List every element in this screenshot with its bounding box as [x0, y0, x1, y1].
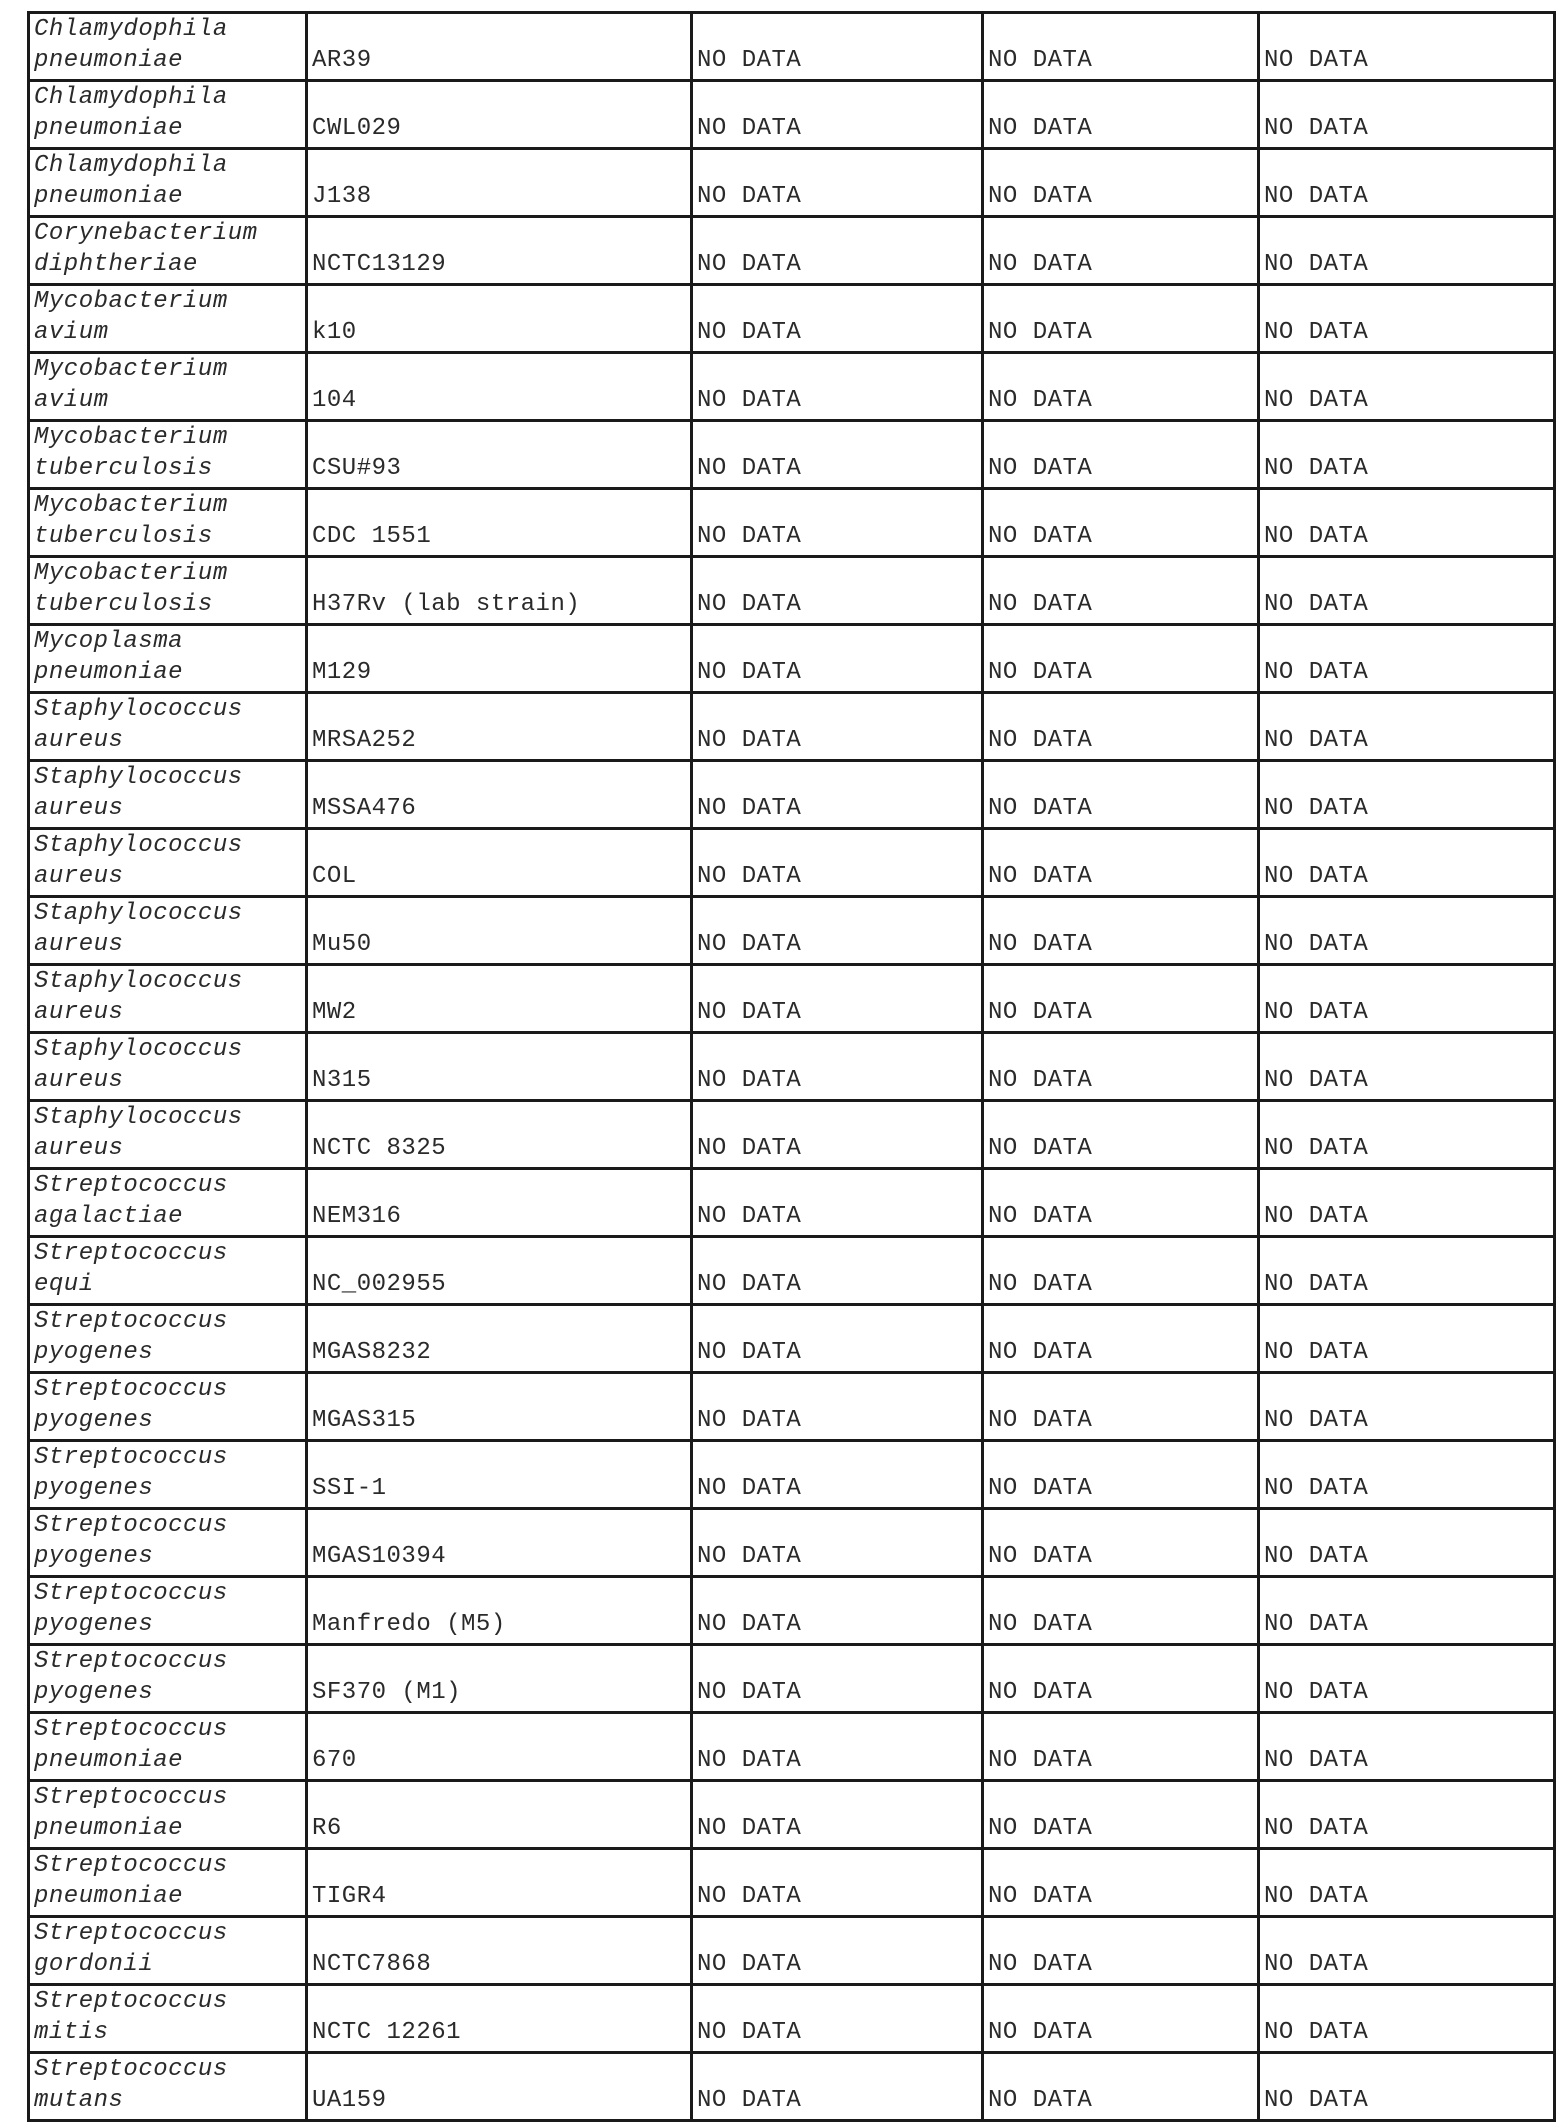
species-text: pneumoniae: [34, 183, 184, 210]
strain-cell: UA159: [307, 2053, 692, 2121]
organism-cell: [29, 1917, 307, 1985]
data-cell-col4: NO DATA: [983, 625, 1259, 693]
data-cell-col3: NO DATA: [692, 1373, 983, 1441]
organism-cell: [29, 1441, 307, 1509]
organism-strain-table: [27, 11, 1556, 2122]
table-row: [29, 829, 1555, 897]
organism-cell: [29, 1305, 307, 1373]
data-cell-col4: NO DATA: [983, 489, 1259, 557]
data-cell-col3: NO DATA: [692, 1917, 983, 1985]
data-cell-col5: NO DATA: [1259, 1645, 1555, 1713]
strain-cell: SSI-1: [307, 1441, 692, 1509]
data-cell-col5: NO DATA: [1259, 217, 1555, 285]
data-cell-col4: NO DATA: [983, 13, 1259, 81]
organism-cell: [29, 2053, 307, 2121]
data-cell-col5: NO DATA: [1259, 1849, 1555, 1917]
genus-text: Staphylococcus: [34, 832, 243, 859]
table-row: [29, 489, 1555, 557]
strain-cell: MGAS10394: [307, 1509, 692, 1577]
data-cell-col5: NO DATA: [1259, 1237, 1555, 1305]
species-text: gordonii: [34, 1951, 154, 1978]
data-cell-col5: NO DATA: [1259, 1373, 1555, 1441]
strain-cell: CWL029: [307, 81, 692, 149]
genus-text: Chlamydophila: [34, 16, 228, 43]
organism-cell: [29, 693, 307, 761]
data-cell-col3: NO DATA: [692, 285, 983, 353]
data-cell-col5: NO DATA: [1259, 1441, 1555, 1509]
strain-cell: TIGR4: [307, 1849, 692, 1917]
genus-text: Staphylococcus: [34, 968, 243, 995]
genus-text: Staphylococcus: [34, 1104, 243, 1131]
species-text: pneumoniae: [34, 1883, 184, 1910]
species-text: pyogenes: [34, 1611, 154, 1638]
species-text: pyogenes: [34, 1543, 154, 1570]
data-cell-col5: NO DATA: [1259, 829, 1555, 897]
table-row: [29, 353, 1555, 421]
data-cell-col5: NO DATA: [1259, 761, 1555, 829]
strain-cell: Mu50: [307, 897, 692, 965]
strain-cell: NCTC 8325: [307, 1101, 692, 1169]
data-cell-col3: NO DATA: [692, 13, 983, 81]
genus-text: Streptococcus: [34, 1308, 228, 1335]
species-text: tuberculosis: [34, 523, 213, 550]
genus-text: Streptococcus: [34, 1444, 228, 1471]
genus-text: Mycobacterium: [34, 356, 228, 383]
data-cell-col5: NO DATA: [1259, 421, 1555, 489]
strain-cell: R6: [307, 1781, 692, 1849]
data-cell-col4: NO DATA: [983, 1645, 1259, 1713]
genus-text: Staphylococcus: [34, 764, 243, 791]
table-row: [29, 421, 1555, 489]
genus-text: Mycobacterium: [34, 424, 228, 451]
table-row: [29, 1169, 1555, 1237]
data-cell-col3: NO DATA: [692, 1713, 983, 1781]
genus-text: Streptococcus: [34, 1852, 228, 1879]
data-cell-col4: NO DATA: [983, 2053, 1259, 2121]
data-cell-col4: NO DATA: [983, 965, 1259, 1033]
organism-cell: [29, 761, 307, 829]
data-cell-col5: NO DATA: [1259, 1781, 1555, 1849]
genus-text: Corynebacterium: [34, 220, 258, 247]
species-text: pneumoniae: [34, 1747, 184, 1774]
species-text: avium: [34, 387, 109, 414]
strain-cell: AR39: [307, 13, 692, 81]
data-cell-col3: NO DATA: [692, 1101, 983, 1169]
species-text: pyogenes: [34, 1679, 154, 1706]
species-text: pyogenes: [34, 1475, 154, 1502]
table-row: [29, 149, 1555, 217]
strain-cell: MGAS315: [307, 1373, 692, 1441]
data-cell-col3: NO DATA: [692, 761, 983, 829]
table-row: [29, 1577, 1555, 1645]
organism-cell: [29, 285, 307, 353]
organism-cell: [29, 489, 307, 557]
strain-cell: COL: [307, 829, 692, 897]
data-cell-col3: NO DATA: [692, 1169, 983, 1237]
data-cell-col5: NO DATA: [1259, 693, 1555, 761]
data-cell-col4: NO DATA: [983, 81, 1259, 149]
data-cell-col4: NO DATA: [983, 1917, 1259, 1985]
species-text: pneumoniae: [34, 47, 184, 74]
data-cell-col4: NO DATA: [983, 829, 1259, 897]
strain-cell: NC_002955: [307, 1237, 692, 1305]
table-row: [29, 897, 1555, 965]
data-cell-col4: NO DATA: [983, 1577, 1259, 1645]
genus-text: Mycobacterium: [34, 492, 228, 519]
data-cell-col5: NO DATA: [1259, 149, 1555, 217]
species-text: pyogenes: [34, 1407, 154, 1434]
data-cell-col5: NO DATA: [1259, 897, 1555, 965]
data-cell-col5: NO DATA: [1259, 1101, 1555, 1169]
data-cell-col5: NO DATA: [1259, 353, 1555, 421]
strain-cell: NEM316: [307, 1169, 692, 1237]
organism-cell: [29, 625, 307, 693]
table-body: [29, 13, 1555, 2121]
species-text: aureus: [34, 727, 124, 754]
genus-text: Streptococcus: [34, 1512, 228, 1539]
organism-cell: [29, 1985, 307, 2053]
data-cell-col5: NO DATA: [1259, 13, 1555, 81]
table-row: [29, 1373, 1555, 1441]
genus-text: Streptococcus: [34, 1172, 228, 1199]
species-text: aureus: [34, 1067, 124, 1094]
table-row: [29, 1713, 1555, 1781]
data-cell-col3: NO DATA: [692, 1849, 983, 1917]
genus-text: Streptococcus: [34, 1240, 228, 1267]
data-cell-col3: NO DATA: [692, 897, 983, 965]
data-cell-col3: NO DATA: [692, 1985, 983, 2053]
data-cell-col4: NO DATA: [983, 1101, 1259, 1169]
data-cell-col3: NO DATA: [692, 421, 983, 489]
data-cell-col5: NO DATA: [1259, 557, 1555, 625]
data-cell-col4: NO DATA: [983, 285, 1259, 353]
data-cell-col4: NO DATA: [983, 693, 1259, 761]
data-cell-col4: NO DATA: [983, 1033, 1259, 1101]
table-row: [29, 693, 1555, 761]
table-row: [29, 557, 1555, 625]
strain-cell: H37Rv (lab strain): [307, 557, 692, 625]
genus-text: Mycobacterium: [34, 288, 228, 315]
organism-cell: [29, 1033, 307, 1101]
strain-cell: k10: [307, 285, 692, 353]
genus-text: Chlamydophila: [34, 152, 228, 179]
genus-text: Streptococcus: [34, 1580, 228, 1607]
data-cell-col5: NO DATA: [1259, 81, 1555, 149]
data-cell-col4: NO DATA: [983, 897, 1259, 965]
data-cell-col3: NO DATA: [692, 1781, 983, 1849]
data-cell-col3: NO DATA: [692, 81, 983, 149]
table-row: [29, 1305, 1555, 1373]
organism-cell: [29, 897, 307, 965]
organism-cell: [29, 1237, 307, 1305]
genus-text: Staphylococcus: [34, 1036, 243, 1063]
organism-cell: [29, 421, 307, 489]
data-cell-col5: NO DATA: [1259, 625, 1555, 693]
genus-text: Streptococcus: [34, 1988, 228, 2015]
data-cell-col4: NO DATA: [983, 149, 1259, 217]
strain-cell: NCTC 12261: [307, 1985, 692, 2053]
table-row: [29, 1033, 1555, 1101]
organism-cell: [29, 965, 307, 1033]
data-cell-col3: NO DATA: [692, 1033, 983, 1101]
data-cell-col4: NO DATA: [983, 1713, 1259, 1781]
data-cell-col4: NO DATA: [983, 557, 1259, 625]
data-cell-col5: NO DATA: [1259, 1917, 1555, 1985]
genus-text: Mycoplasma: [34, 628, 184, 655]
genus-text: Streptococcus: [34, 1376, 228, 1403]
table-row: [29, 285, 1555, 353]
strain-cell: 104: [307, 353, 692, 421]
data-cell-col4: NO DATA: [983, 1509, 1259, 1577]
strain-cell: MGAS8232: [307, 1305, 692, 1373]
data-cell-col4: NO DATA: [983, 1985, 1259, 2053]
data-cell-col3: NO DATA: [692, 489, 983, 557]
data-cell-col5: NO DATA: [1259, 1509, 1555, 1577]
data-cell-col5: NO DATA: [1259, 965, 1555, 1033]
strain-cell: 670: [307, 1713, 692, 1781]
data-cell-col3: NO DATA: [692, 557, 983, 625]
data-cell-col4: NO DATA: [983, 1781, 1259, 1849]
genus-text: Mycobacterium: [34, 560, 228, 587]
genus-text: Staphylococcus: [34, 696, 243, 723]
data-cell-col4: NO DATA: [983, 217, 1259, 285]
strain-cell: CSU#93: [307, 421, 692, 489]
data-cell-col3: NO DATA: [692, 1441, 983, 1509]
species-text: tuberculosis: [34, 591, 213, 618]
organism-cell: [29, 1781, 307, 1849]
species-text: avium: [34, 319, 109, 346]
data-cell-col5: NO DATA: [1259, 1985, 1555, 2053]
strain-cell: N315: [307, 1033, 692, 1101]
organism-cell: [29, 1169, 307, 1237]
data-cell-col4: NO DATA: [983, 1237, 1259, 1305]
organism-cell: [29, 557, 307, 625]
table-row: [29, 1441, 1555, 1509]
table-row: [29, 761, 1555, 829]
data-cell-col3: NO DATA: [692, 693, 983, 761]
table-row: [29, 1985, 1555, 2053]
genus-text: Staphylococcus: [34, 900, 243, 927]
organism-cell: [29, 1713, 307, 1781]
species-text: agalactiae: [34, 1203, 184, 1230]
table-row: [29, 1237, 1555, 1305]
table-row: [29, 81, 1555, 149]
data-cell-col5: NO DATA: [1259, 2053, 1555, 2121]
table-row: [29, 13, 1555, 81]
species-text: pneumoniae: [34, 659, 184, 686]
table-row: [29, 625, 1555, 693]
data-cell-col3: NO DATA: [692, 625, 983, 693]
strain-cell: M129: [307, 625, 692, 693]
document-page: [27, 11, 1553, 2122]
species-text: equi: [34, 1271, 94, 1298]
genus-text: Streptococcus: [34, 1716, 228, 1743]
species-text: diphtheriae: [34, 251, 198, 278]
data-cell-col3: NO DATA: [692, 965, 983, 1033]
strain-cell: MSSA476: [307, 761, 692, 829]
strain-cell: NCTC7868: [307, 1917, 692, 1985]
genus-text: Streptococcus: [34, 1920, 228, 1947]
organism-cell: [29, 1373, 307, 1441]
genus-text: Streptococcus: [34, 1648, 228, 1675]
organism-cell: [29, 1101, 307, 1169]
species-text: tuberculosis: [34, 455, 213, 482]
organism-cell: [29, 81, 307, 149]
data-cell-col4: NO DATA: [983, 761, 1259, 829]
data-cell-col3: NO DATA: [692, 217, 983, 285]
data-cell-col4: NO DATA: [983, 1849, 1259, 1917]
data-cell-col4: NO DATA: [983, 1169, 1259, 1237]
organism-cell: [29, 829, 307, 897]
data-cell-col3: NO DATA: [692, 1509, 983, 1577]
data-cell-col5: NO DATA: [1259, 1169, 1555, 1237]
table-row: [29, 2053, 1555, 2121]
data-cell-col4: NO DATA: [983, 1305, 1259, 1373]
data-cell-col3: NO DATA: [692, 1305, 983, 1373]
strain-cell: MRSA252: [307, 693, 692, 761]
organism-cell: [29, 217, 307, 285]
data-cell-col3: NO DATA: [692, 2053, 983, 2121]
data-cell-col4: NO DATA: [983, 1373, 1259, 1441]
data-cell-col3: NO DATA: [692, 353, 983, 421]
data-cell-col5: NO DATA: [1259, 1713, 1555, 1781]
data-cell-col3: NO DATA: [692, 829, 983, 897]
organism-cell: [29, 1645, 307, 1713]
organism-cell: [29, 1509, 307, 1577]
species-text: aureus: [34, 863, 124, 890]
table-row: [29, 1101, 1555, 1169]
species-text: mutans: [34, 2087, 124, 2114]
data-cell-col3: NO DATA: [692, 1645, 983, 1713]
data-cell-col4: NO DATA: [983, 421, 1259, 489]
organism-cell: [29, 353, 307, 421]
data-cell-col4: NO DATA: [983, 353, 1259, 421]
data-cell-col5: NO DATA: [1259, 1577, 1555, 1645]
data-cell-col3: NO DATA: [692, 1237, 983, 1305]
strain-cell: J138: [307, 149, 692, 217]
table-row: [29, 1781, 1555, 1849]
species-text: aureus: [34, 931, 124, 958]
organism-cell: [29, 13, 307, 81]
species-text: pyogenes: [34, 1339, 154, 1366]
species-text: aureus: [34, 795, 124, 822]
table-row: [29, 1645, 1555, 1713]
species-text: pneumoniae: [34, 1815, 184, 1842]
organism-cell: [29, 149, 307, 217]
genus-text: Streptococcus: [34, 2056, 228, 2083]
data-cell-col5: NO DATA: [1259, 1305, 1555, 1373]
strain-cell: SF370 (M1): [307, 1645, 692, 1713]
data-cell-col4: NO DATA: [983, 1441, 1259, 1509]
data-cell-col3: NO DATA: [692, 149, 983, 217]
species-text: aureus: [34, 999, 124, 1026]
data-cell-col5: NO DATA: [1259, 489, 1555, 557]
strain-cell: MW2: [307, 965, 692, 1033]
genus-text: Chlamydophila: [34, 84, 228, 111]
data-cell-col5: NO DATA: [1259, 285, 1555, 353]
table-row: [29, 1917, 1555, 1985]
strain-cell: CDC 1551: [307, 489, 692, 557]
table-row: [29, 217, 1555, 285]
species-text: mitis: [34, 2019, 109, 2046]
table-row: [29, 965, 1555, 1033]
species-text: aureus: [34, 1135, 124, 1162]
table-row: [29, 1849, 1555, 1917]
genus-text: Streptococcus: [34, 1784, 228, 1811]
table-row: [29, 1509, 1555, 1577]
data-cell-col5: NO DATA: [1259, 1033, 1555, 1101]
strain-cell: Manfredo (M5): [307, 1577, 692, 1645]
organism-cell: [29, 1577, 307, 1645]
strain-cell: NCTC13129: [307, 217, 692, 285]
data-cell-col3: NO DATA: [692, 1577, 983, 1645]
organism-cell: [29, 1849, 307, 1917]
species-text: pneumoniae: [34, 115, 184, 142]
